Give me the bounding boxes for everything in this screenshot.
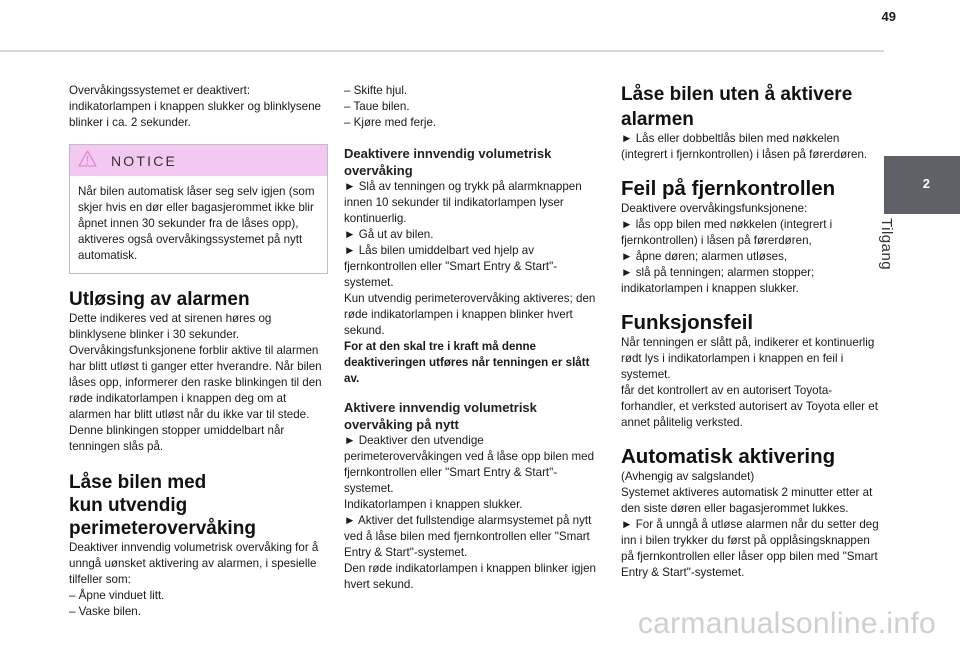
list-item: – Kjøre med ferje. <box>344 116 437 129</box>
column-2 <box>344 83 603 593</box>
intro-text: Overvåkingssystemet er deaktivert: indikatorlampen i knappen slukker og blinklysene blinker i ca. 2 sekunder. <box>69 84 321 129</box>
feil-text-1: Deaktivere overvåkingsfunksjonene: <box>621 202 808 215</box>
warning-icon <box>78 150 97 172</box>
auto-text-2: Systemet aktiveres automatisk 2 minutter etter at den siste døren eller bagasjerommet lukkes. <box>621 486 873 515</box>
akt-step-2: ► Aktiver det fullstendige alarmsystemet på nytt ved å låse bilen med fjernkontrollen eller "Smart Entry & Start"-systemet. <box>344 514 592 559</box>
heading-lase-3: perimeterovervåking <box>69 518 256 539</box>
feil-step-2: ► åpne døren; alarmen utløses, <box>621 250 788 263</box>
funk-text-1: Når tenningen er slått på, indikerer et kontinuerlig rødt lys i indikatorlampen i knappen en feil i systemet. <box>621 336 875 381</box>
auto-text-1: (Avhengig av salgslandet) <box>621 470 755 483</box>
akt-note-2: Den røde indikatorlampen i knappen blinker igjen hvert sekund. <box>344 562 596 591</box>
list-item: – Skifte hjul. <box>344 84 408 97</box>
uten-text: ► Lås eller dobbeltlås bilen med nøkkelen (integrert i fjernkontrollen) i låsen på førerdøren. <box>621 132 868 161</box>
notice-text: Når bilen automatisk låser seg selv igjen (som skjer hvis en dør eller bagasjerommet ikke blir åpnet innen 30 sekunder fra de låses opp), aktiveres også overvåkingssystemet på nytt automatisk. <box>78 185 315 262</box>
deakt-step-2: ► Gå ut av bilen. <box>344 228 434 241</box>
heading-deaktivere: Deaktivere innvendig volumetrisk overvåking <box>344 146 552 178</box>
heading-feil: Feil på fjernkontrollen <box>621 177 836 200</box>
auto-text-3: ► For å unngå å utløse alarmen når du setter deg inn i bilen trykker du først på opplåsingsknappen på fjernkontrollen eller låser opp bilen med "Smart Entry & Start"-systemet. <box>621 518 879 579</box>
notice-title: NOTICE <box>111 152 178 169</box>
column-3 <box>621 83 879 581</box>
utlosing-text: Dette indikeres ved at sirenen høres og blinklysene blinker i 30 sekunder. Overvåkingsfunksjonene forblir aktive til alarmen har blitt utløst ti ganger etter hverandre. Når bilen låses opp, informerer den raske blinkingen til den røde indikatorlampen i knappen deg om at alarmen har blitt utløst når du ikke var til stede. Denne blinkingen stopper umiddelbart når tenningen slås på. <box>69 312 322 453</box>
heading-automatisk: Automatisk aktivering <box>621 445 836 468</box>
funk-text-2: får det kontrollert av en autorisert Toyota-forhandler, et verksted autorisert av Toyota eller et annet pålitelig verksted. <box>621 384 878 429</box>
heading-utlosing: Utløsing av alarmen <box>69 289 250 310</box>
column-1 <box>69 83 328 620</box>
lase-text: Deaktiver innvendig volumetrisk overvåking for å unngå uønsket aktivering av alarmen, i spesielle tilfeller som: <box>69 541 319 586</box>
chapter-number: 2 <box>922 176 930 191</box>
watermark: carmanualsonline.info <box>637 607 936 640</box>
heading-funksjonsfeil: Funksjonsfeil <box>621 311 754 334</box>
heading-uten-1: Låse bilen uten å aktivere <box>621 84 853 105</box>
deakt-bold-note: For at den skal tre i kraft må denne deaktiveringen utføres når tenningen er slått av. <box>344 340 590 385</box>
header-rule <box>0 50 884 52</box>
notice-box <box>69 144 328 274</box>
list-item: – Vaske bilen. <box>69 605 141 618</box>
feil-step-1: ► lås opp bilen med nøkkelen (integrert i fjernkontrollen) i låsen på førerdøren, <box>621 218 833 247</box>
akt-step-1: ► Deaktiver den utvendige perimeterovervåkingen ved å låse opp bilen med fjernkontrollen eller "Smart Entry & Start"-systemet. <box>344 434 595 495</box>
notice-header <box>70 145 327 176</box>
heading-lase-1: Låse bilen med <box>69 472 207 493</box>
list-item: – Åpne vinduet litt. <box>69 589 165 602</box>
chapter-label: Tilgang <box>878 218 895 271</box>
deakt-note: Kun utvendig perimeterovervåking aktiveres; den røde indikatorlampen i knappen blinker hvert sekund. <box>344 292 596 337</box>
page-number: 49 <box>881 9 896 24</box>
akt-note-1: Indikatorlampen i knappen slukker. <box>344 498 523 511</box>
heading-uten-2: alarmen <box>621 109 694 130</box>
heading-lase-2: kun utvendig <box>69 495 188 516</box>
heading-aktivere: Aktivere innvendig volumetrisk overvåking på nytt <box>344 400 537 432</box>
deakt-step-3: ► Lås bilen umiddelbart ved hjelp av fjernkontrollen eller "Smart Entry & Start"-systemet. <box>344 244 558 289</box>
list-item: – Taue bilen. <box>344 100 410 113</box>
feil-step-3: ► slå på tenningen; alarmen stopper; indikatorlampen i knappen slukker. <box>621 266 815 295</box>
deakt-step-1: ► Slå av tenningen og trykk på alarmknappen innen 10 sekunder til indikatorlampen lyser kontinuerlig. <box>344 180 582 225</box>
